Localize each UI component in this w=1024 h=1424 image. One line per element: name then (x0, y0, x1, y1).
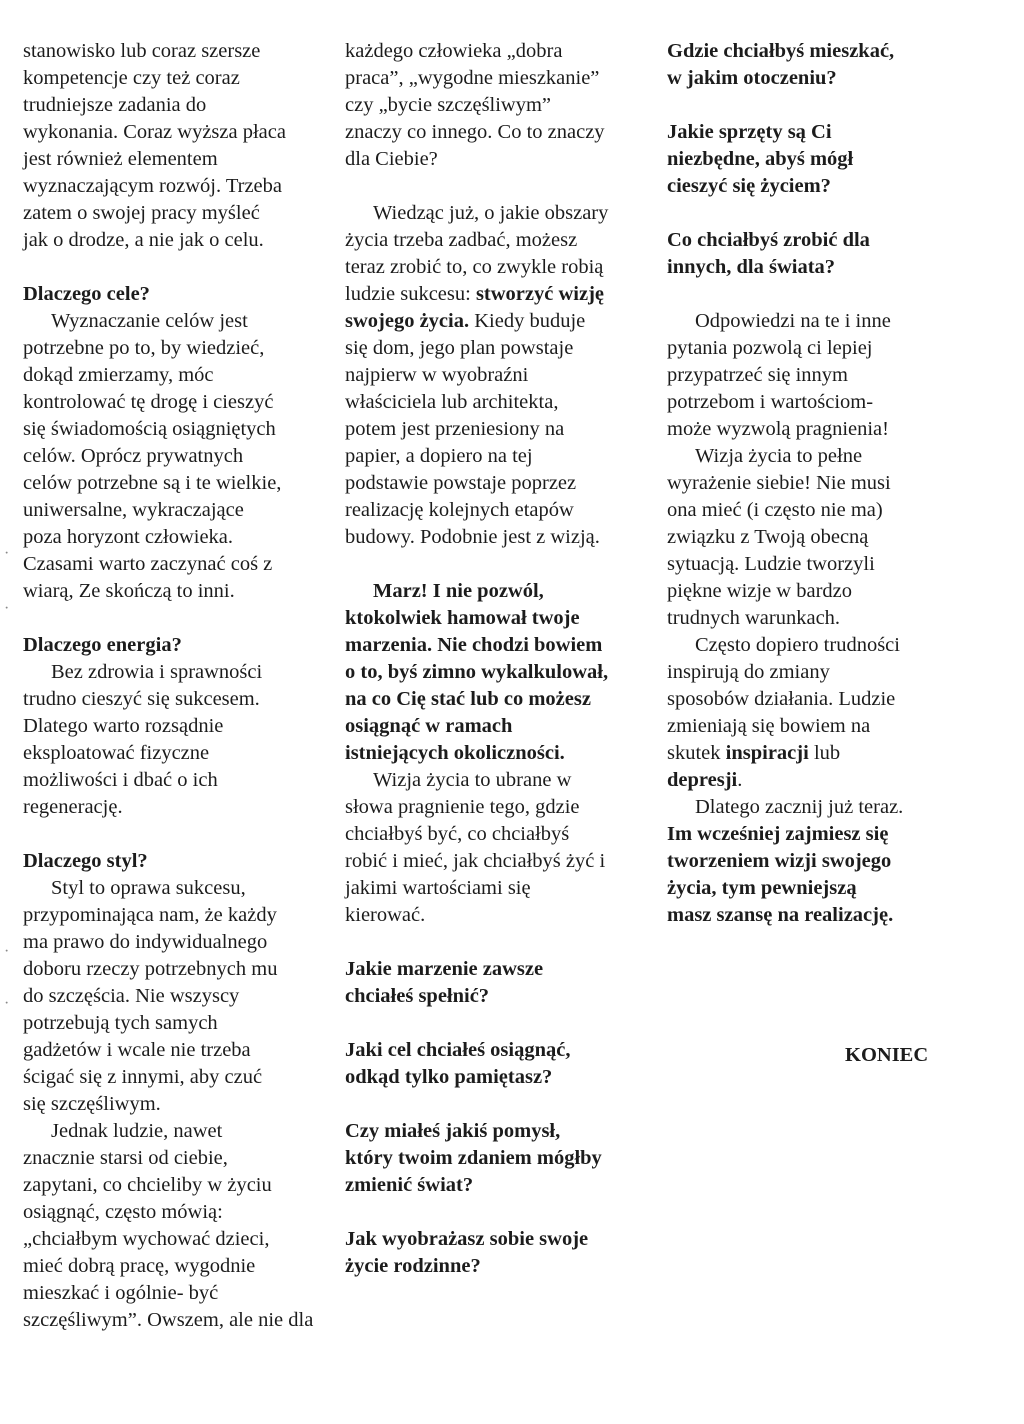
text-line: osiągnąć, często mówią: (23, 1201, 223, 1223)
column-3 (667, 38, 967, 929)
text-line: zatem o swojej pracy myśleć (23, 202, 260, 224)
heading-cele: Dlaczego cele? (23, 283, 150, 305)
heading-energia: Dlaczego energia? (23, 634, 182, 656)
paragraph-jednak (23, 1118, 345, 1334)
text-line: innych, dla świata? (667, 256, 836, 278)
paragraph-marz (345, 578, 663, 767)
column-1 (23, 38, 345, 1334)
scan-mark: · (4, 943, 10, 960)
text-line: kierować. (345, 904, 426, 926)
text-line: niezbędne, abyś mógł (667, 148, 854, 170)
text-line: piękne wizje w bardzo (667, 580, 852, 602)
text-line: poza horyzont człowieka. (23, 526, 234, 548)
end-marker: KONIEC (845, 1044, 929, 1066)
emphasis-inspiracji: inspiracji (725, 742, 809, 764)
text-line: Wizja życia to pełne (695, 445, 863, 467)
question-sprzety (667, 119, 967, 200)
text-line: Bez zdrowia i sprawności (51, 661, 263, 683)
text-line: teraz zrobić to, co zwykle robią (345, 256, 604, 278)
text-line: regenerację. (23, 796, 123, 818)
text-run: ludzie sukcesu: (345, 283, 476, 305)
text-line: eksploatować fizyczne (23, 742, 210, 764)
text-line: Jakie sprzęty są Ci (667, 121, 832, 143)
text-line: ktokolwiek hamował twoje (345, 607, 580, 629)
text-line (667, 767, 967, 794)
text-line: podstawie powstaje poprzez (345, 472, 577, 494)
text-line (345, 308, 663, 335)
text-line: Wyznaczanie celów jest (51, 310, 248, 332)
column-2 (345, 38, 663, 1280)
text-line: Im wcześniej zajmiesz się (667, 823, 889, 845)
heading-styl: Dlaczego styl? (23, 850, 148, 872)
paragraph-cele (23, 308, 345, 605)
text-line: jest również elementem (23, 148, 218, 170)
text-line: Wizja życia to ubrane w (373, 769, 572, 791)
text-line: sytuacją. Ludzie tworzyli (667, 553, 875, 575)
text-line: Jaki cel chciałeś osiągnąć, (345, 1039, 571, 1061)
text-line: kontrolować tę drogę i cieszyć (23, 391, 274, 413)
text-line: się dom, jego plan powstaje (345, 337, 574, 359)
text-line: jak o drodze, a nie jak o celu. (23, 229, 264, 251)
text-line: Gdzie chciałbyś mieszkać, (667, 40, 895, 62)
text-line: na co Cię stać lub co możesz (345, 688, 591, 710)
text-line: szczęśliwym”. Owszem, ale nie dla (23, 1309, 314, 1331)
paragraph-wizja (345, 767, 663, 929)
text-line: ścigać się z innymi, aby czuć (23, 1066, 263, 1088)
text-line: znaczy co innego. Co to znaczy (345, 121, 605, 143)
text-line: właściciela lub architekta, (345, 391, 559, 413)
text-line: o to, byś zimno wykalkulował, (345, 661, 609, 683)
emphasis-vision: swojego życia. (345, 310, 470, 332)
text-line: Dlatego warto rozsądnie (23, 715, 224, 737)
text-line: Marz! I nie pozwól, (373, 580, 544, 602)
text-line: uniwersalne, wykraczające (23, 499, 244, 521)
question-swiat (667, 227, 967, 281)
paragraph-continuation (345, 38, 663, 173)
text-line: pytania pozwolą ci lepiej (667, 337, 873, 359)
text-line: przypatrzeć się innym (667, 364, 849, 386)
text-line: jakimi wartościami się (345, 877, 531, 899)
scan-mark: · (4, 995, 10, 1012)
text-line: ona mieć (i często nie ma) (667, 499, 883, 521)
text-line: budowy. Podobnie jest z wizją. (345, 526, 600, 548)
text-line: zapytani, co chcieliby w życiu (23, 1174, 272, 1196)
text-line: się świadomością osiągniętych (23, 418, 276, 440)
text-line: związku z Twoją obecną (667, 526, 869, 548)
text-line: się szczęśliwym. (23, 1093, 161, 1115)
text-line: kompetencje czy też coraz (23, 67, 240, 89)
text-line: potrzebom i wartościom- (667, 391, 874, 413)
text-line: wyznaczającym rozwój. Trzeba (23, 175, 282, 197)
text-line: który twoim zdaniem mógłby (345, 1147, 602, 1169)
text-line: Styl to oprawa sukcesu, (51, 877, 246, 899)
text-line: Odpowiedzi na te i inne (695, 310, 891, 332)
question-mieszkac (667, 38, 967, 92)
text-line: gadżetów i wcale nie trzeba (23, 1039, 251, 1061)
text-line: cieszyć się życiem? (667, 175, 831, 197)
text-line: wykonania. Coraz wyższa płaca (23, 121, 286, 143)
text-line: Często dopiero trudności (695, 634, 900, 656)
text-line: Czasami warto zaczynać coś z (23, 553, 273, 575)
paragraph-intro (23, 38, 345, 254)
text-line: potem jest przeniesiony na (345, 418, 565, 440)
question-pomysl (345, 1118, 663, 1199)
text-line: „chciałbym wychować dzieci, (23, 1228, 270, 1250)
text-line: czy „bycie szczęśliwym” (345, 94, 552, 116)
text-line: Wiedząc już, o jakie obszary (373, 202, 609, 224)
text-line: wyrażenie siebie! Nie musi (667, 472, 891, 494)
text-line: odkąd tylko pamiętasz? (345, 1066, 553, 1088)
text-line: celów. Oprócz prywatnych (23, 445, 244, 467)
emphasis-vision: stworzyć wizję (475, 283, 605, 305)
scan-mark: · (4, 600, 10, 617)
text-line: życie rodzinne? (345, 1255, 481, 1277)
text-line: zmienić świat? (345, 1174, 474, 1196)
paragraph-wizja-pelna (667, 443, 967, 632)
text-line: trudnych warunkach. (667, 607, 841, 629)
text-line: chciałbyś być, co chciałbyś (345, 823, 570, 845)
question-marzenie (345, 956, 663, 1010)
text-line: życia trzeba zadbać, możesz (345, 229, 578, 251)
text-line: do szczęścia. Nie wszyscy (23, 985, 240, 1007)
text-line: Co chciałbyś zrobić dla (667, 229, 870, 251)
text-line: chciałeś spełnić? (345, 985, 490, 1007)
text-line: Jak wyobrażasz sobie swoje (345, 1228, 589, 1250)
text-line: ma prawo do indywidualnego (23, 931, 268, 953)
text-line: dla Ciebie? (345, 148, 438, 170)
text-line: potrzebne po to, by wiedzieć, (23, 337, 265, 359)
paragraph-dlatego: Dlatego zacznij już teraz. (695, 796, 904, 818)
text-run: skutek (667, 742, 726, 764)
text-line: życia, tym pewniejszą (667, 877, 857, 899)
text-line: Jakie marzenie zawsze (345, 958, 544, 980)
paragraph-wiedzac (345, 200, 663, 551)
text-line: marzenia. Nie chodzi bowiem (345, 634, 603, 656)
text-run: Kiedy buduje (469, 310, 586, 332)
text-line: najpierw w wyobraźni (345, 364, 529, 386)
text-line: trudno cieszyć się sukcesem. (23, 688, 260, 710)
text-line: doboru rzeczy potrzebnych mu (23, 958, 278, 980)
scan-mark: · (4, 545, 10, 562)
text-line: osiągnąć w ramach (345, 715, 513, 737)
text-line: przypominająca nam, że każdy (23, 904, 277, 926)
emphasis-depresji: depresji (667, 769, 738, 791)
text-line: Czy miałeś jakiś pomysł, (345, 1120, 561, 1142)
question-cel (345, 1037, 663, 1091)
text-line: papier, a dopiero na tej (345, 445, 533, 467)
text-line: możliwości i dbać o ich (23, 769, 218, 791)
text-line: tworzeniem wizji swojego (667, 850, 892, 872)
text-line: może wyzwolą pragnienia! (667, 418, 889, 440)
text-line: w jakim otoczeniu? (667, 67, 837, 89)
paragraph-styl (23, 875, 345, 1118)
text-line: dokąd zmierzamy, móc (23, 364, 214, 386)
text-line (345, 281, 663, 308)
text-line: celów potrzebne są i te wielkie, (23, 472, 282, 494)
text-line: trudniejsze zadania do (23, 94, 207, 116)
text-line: wiarą, Ze skończą to inni. (23, 580, 235, 602)
text-line: realizację kolejnych etapów (345, 499, 574, 521)
text-line (667, 740, 967, 767)
text-line: stanowisko lub coraz szersze (23, 40, 261, 62)
text-line: mieszkać i ogólnie- być (23, 1282, 219, 1304)
text-line: znacznie starsi od ciebie, (23, 1147, 228, 1169)
paragraph-odpowiedzi (667, 308, 967, 443)
text-line: masz szansę na realizację. (667, 904, 894, 926)
text-line: słowa pragnienie tego, gdzie (345, 796, 580, 818)
text-line: mieć dobrą pracę, wygodnie (23, 1255, 256, 1277)
text-run: lub (808, 742, 841, 764)
text-line: potrzebują tych samych (23, 1012, 218, 1034)
text-line: sposobów działania. Ludzie (667, 688, 896, 710)
paragraph-trudnosci (667, 632, 967, 794)
text-line: zmieniają się bowiem na (667, 715, 871, 737)
question-rodzina (345, 1226, 663, 1280)
paragraph-energia (23, 659, 345, 821)
text-line: istniejących okoliczności. (345, 742, 565, 764)
text-line: każdego człowieka „dobra (345, 40, 563, 62)
text-line: Jednak ludzie, nawet (51, 1120, 223, 1142)
text-line: robić i mieć, jak chciałbyś żyć i (345, 850, 606, 872)
text-line: praca”, „wygodne mieszkanie” (345, 67, 600, 89)
text-run: . (737, 769, 743, 791)
text-line: inspirują do zmiany (667, 661, 830, 683)
paragraph-final (667, 821, 967, 929)
